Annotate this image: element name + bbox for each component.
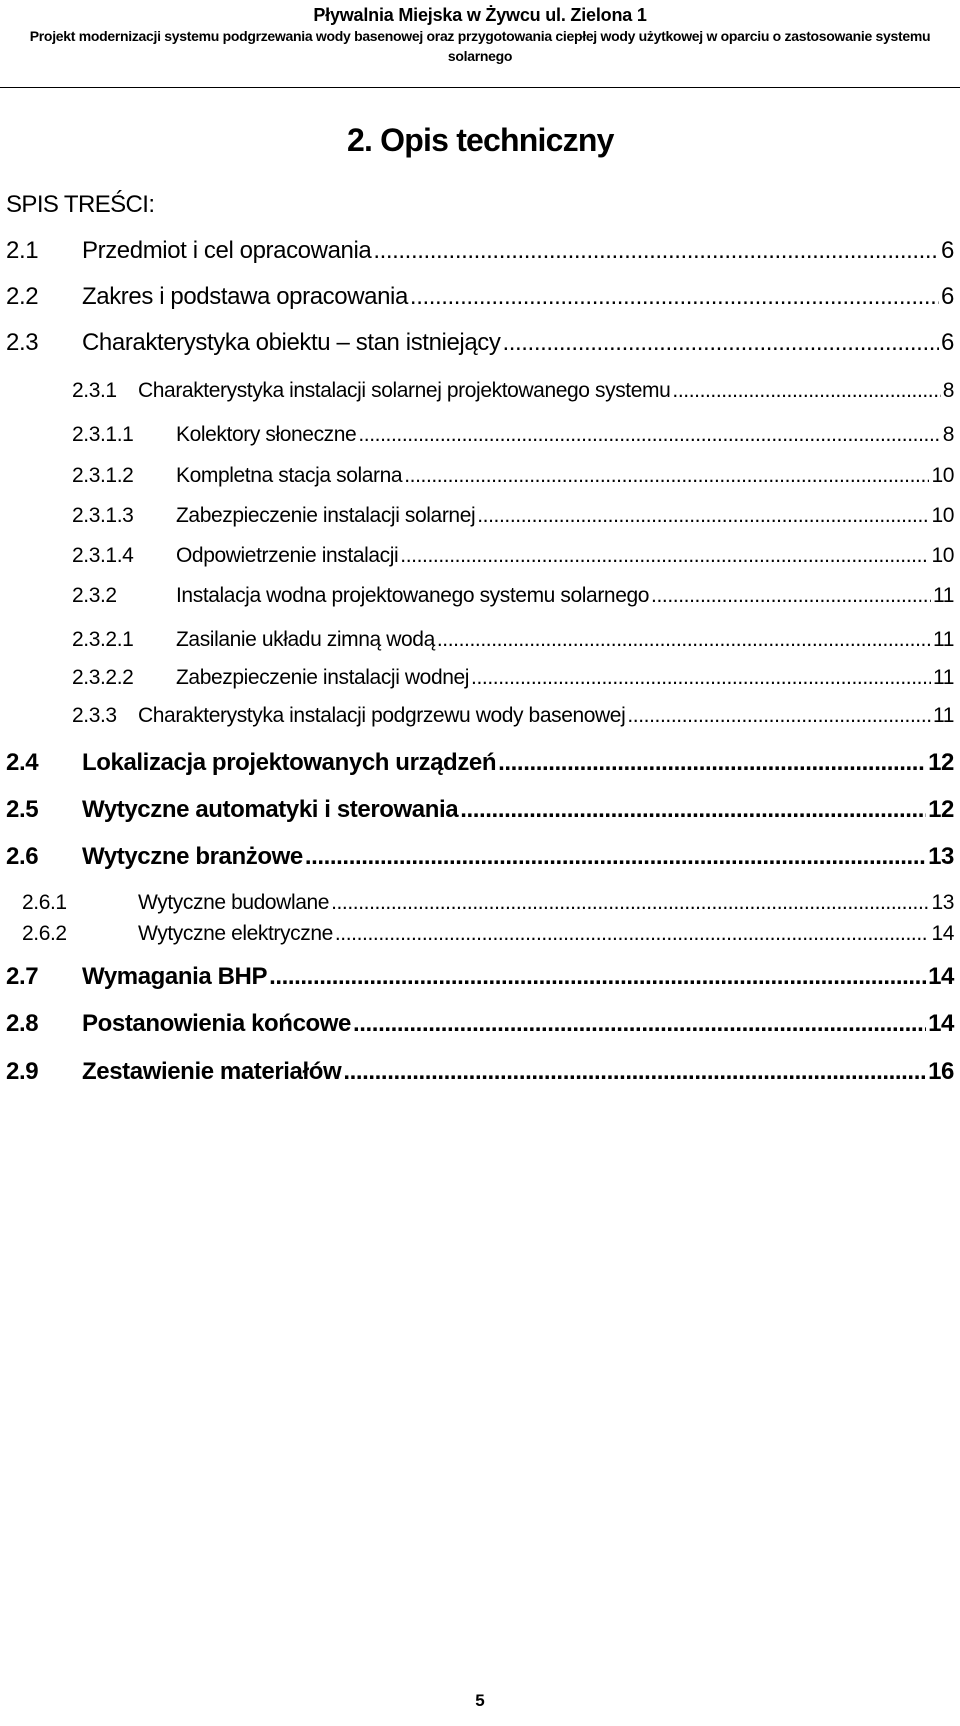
toc-entry-title: Wymagania BHP [82, 963, 268, 990]
header-subtitle: Projekt modernizacji systemu podgrzewania wody basenowej oraz przygotowania ciepłej wody użytkowej w oparciu o zastosowanie systemu solarnego [29, 28, 931, 64]
toc-dot-leader [373, 236, 939, 266]
toc-dot-leader [269, 962, 926, 992]
toc-entry-page: 8 [942, 423, 954, 446]
toc-entry-page: 11 [933, 666, 954, 689]
toc-entry-2-3[interactable] [6, 328, 954, 358]
toc-entry-number: 2.6 [6, 843, 39, 870]
toc-dot-leader [331, 889, 929, 917]
toc-entry-title: Kolektory słoneczne [176, 423, 357, 446]
toc-dot-leader [437, 626, 931, 654]
toc-entry-number: 2.3.2.2 [72, 666, 134, 689]
toc-entry-title: Charakterystyka instalacji podgrzewu wody basenowej [138, 704, 626, 727]
toc-dot-leader [651, 582, 931, 610]
toc-entry-title: Kompletna stacja solarna [176, 464, 403, 487]
toc-entry-2-7[interactable] [6, 962, 954, 992]
toc-entry-page: 13 [928, 843, 954, 870]
toc-dot-leader [305, 842, 926, 872]
toc-entry-page: 14 [928, 963, 954, 990]
toc-entry-2-3-2-1[interactable] [72, 626, 954, 654]
toc-entry-number: 2.3 [6, 329, 39, 356]
toc-entry-2-6-2[interactable] [22, 920, 954, 948]
toc-entry-title: Charakterystyka instalacji solarnej projektowanego systemu [138, 379, 671, 402]
toc-entry-number: 2.3.1.3 [72, 504, 134, 527]
toc-dot-leader [477, 502, 929, 530]
toc-entry-number: 2.4 [6, 749, 39, 776]
toc-entry-page: 11 [933, 704, 954, 727]
toc-entry-number: 2.3.1.1 [72, 423, 134, 446]
toc-entry-2-5[interactable] [6, 795, 954, 825]
toc-dot-leader [358, 421, 940, 449]
toc-entry-page: 6 [941, 329, 954, 356]
toc-dot-leader [335, 920, 930, 948]
toc-dot-leader [404, 462, 929, 490]
toc-entry-page: 12 [928, 749, 954, 776]
toc-entry-page: 11 [933, 584, 954, 607]
toc-entry-number: 2.3.2.1 [72, 628, 134, 651]
toc-entry-2-2[interactable] [6, 282, 954, 312]
toc-entry-page: 16 [928, 1058, 954, 1085]
toc-entry-title: Zasilanie układu zimną wodą [176, 628, 435, 651]
toc-entry-number: 2.5 [6, 796, 39, 823]
toc-entry-number: 2.2 [6, 283, 39, 310]
page-number: 5 [475, 1691, 485, 1710]
toc-entry-number: 2.1 [6, 237, 39, 264]
toc-entry-2-6-1[interactable] [22, 889, 954, 917]
toc-entry-page: 12 [928, 796, 954, 823]
toc-entry-2-3-1-4[interactable] [72, 542, 954, 570]
toc-entry-number: 2.6.2 [22, 922, 67, 945]
toc-entry-number: 2.3.1.4 [72, 544, 134, 567]
toc-entry-title: Zestawienie materiałów [82, 1058, 342, 1085]
toc-entry-page: 14 [931, 922, 954, 945]
toc-entry-2-3-1[interactable] [72, 377, 954, 405]
toc-entry-page: 10 [931, 464, 954, 487]
toc-entry-2-8[interactable] [6, 1009, 954, 1039]
toc-entry-page: 10 [931, 504, 954, 527]
toc-dot-leader [343, 1057, 926, 1087]
toc-entry-number: 2.7 [6, 963, 39, 990]
toc-entry-title: Lokalizacja projektowanych urządzeń [82, 749, 497, 776]
toc-entry-2-3-1-1[interactable] [72, 421, 954, 449]
toc-dot-leader [400, 542, 929, 570]
toc-entry-2-3-1-3[interactable] [72, 502, 954, 530]
toc-entry-2-3-1-2[interactable] [72, 462, 954, 490]
toc-entry-title: Wytyczne branżowe [82, 843, 303, 870]
toc-entry-page: 8 [942, 379, 954, 402]
toc-dot-leader [410, 282, 939, 312]
section-title: 2. Opis techniczny [347, 122, 614, 158]
toc-entry-number: 2.9 [6, 1058, 39, 1085]
header-title: Pływalnia Miejska w Żywcu ul. Zielona 1 [313, 5, 647, 25]
toc-entry-2-3-3[interactable] [72, 702, 954, 730]
toc-entry-number: 2.8 [6, 1010, 39, 1037]
toc-entry-title: Przedmiot i cel opracowania [82, 237, 372, 264]
toc-entry-2-6[interactable] [6, 842, 954, 872]
toc-entry-2-1[interactable] [6, 236, 954, 266]
toc-entry-title: Wytyczne automatyki i sterowania [82, 796, 459, 823]
toc-dot-leader [502, 328, 939, 358]
toc-entry-2-4[interactable] [6, 748, 954, 778]
toc-dot-leader [471, 664, 931, 692]
toc-dot-leader [460, 795, 926, 825]
toc-entry-page: 11 [933, 628, 954, 651]
toc-entry-title: Zakres i podstawa opracowania [82, 283, 408, 310]
toc-entry-title: Wytyczne elektryczne [138, 922, 333, 945]
toc-entry-page: 14 [928, 1010, 954, 1037]
toc-dot-leader [627, 702, 931, 730]
toc-entry-2-3-2[interactable] [72, 582, 954, 610]
toc-entry-2-3-2-2[interactable] [72, 664, 954, 692]
toc-heading: SPIS TREŚCI: [6, 191, 155, 218]
toc-entry-page: 13 [931, 891, 954, 914]
toc-entry-number: 2.3.1 [72, 379, 117, 402]
toc-entry-number: 2.3.1.2 [72, 464, 134, 487]
toc-entry-title: Instalacja wodna projektowanego systemu solarnego [176, 584, 650, 607]
toc-entry-title: Postanowienia końcowe [82, 1010, 351, 1037]
toc-entry-title: Charakterystyka obiektu – stan istniejący [82, 329, 501, 356]
toc-dot-leader [353, 1009, 926, 1039]
toc-entry-title: Odpowietrzenie instalacji [176, 544, 399, 567]
toc-entry-title: Wytyczne budowlane [138, 891, 330, 914]
toc-dot-leader [672, 377, 940, 405]
toc-entry-title: Zabezpieczenie instalacji solarnej [176, 504, 476, 527]
toc-dot-leader [498, 748, 926, 778]
toc-entry-page: 10 [931, 544, 954, 567]
toc-entry-title: Zabezpieczenie instalacji wodnej [176, 666, 470, 689]
toc-entry-number: 2.3.2 [72, 584, 117, 607]
toc-entry-page: 6 [941, 237, 954, 264]
toc-entry-number: 2.3.3 [72, 704, 117, 727]
toc-entry-2-9[interactable] [6, 1057, 954, 1087]
toc-entry-page: 6 [941, 283, 954, 310]
toc-entry-number: 2.6.1 [22, 891, 67, 914]
